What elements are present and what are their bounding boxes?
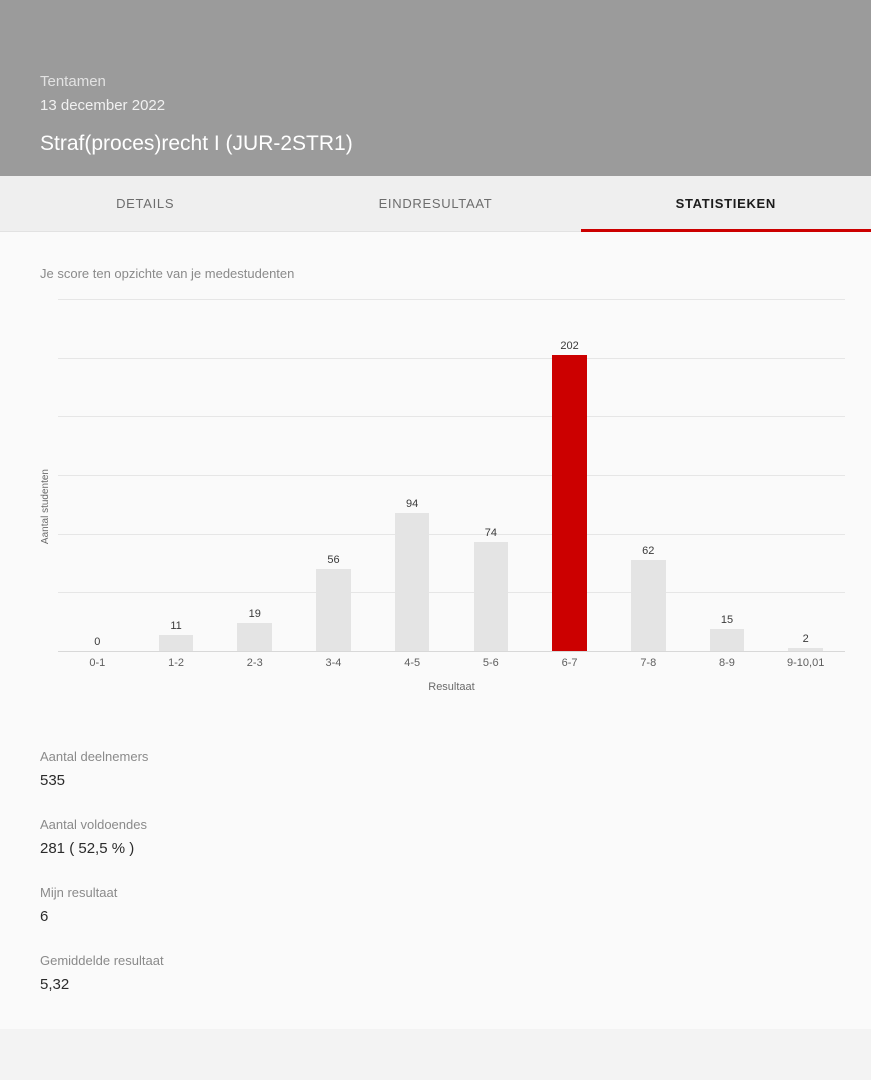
x-tick-label: 5-6 — [482, 657, 499, 669]
stat-label: Mijn resultaat — [40, 885, 118, 900]
bar — [159, 635, 194, 651]
tab-statistieken[interactable]: STATISTIEKEN — [581, 176, 871, 231]
x-tick-label: 0-1 — [89, 657, 106, 669]
bar-column-highlight[interactable] — [530, 299, 609, 651]
bar-value-label: 94 — [406, 498, 419, 510]
bar-value-label: 11 — [170, 620, 182, 632]
x-tick-label: 6-7 — [561, 657, 578, 669]
bar-column[interactable] — [766, 299, 845, 651]
bar — [316, 569, 351, 651]
stat-my-result — [40, 883, 871, 929]
stat-label: Gemiddelde resultaat — [40, 953, 164, 968]
bar-value-label: 56 — [327, 554, 340, 566]
x-tick-label: 7-8 — [640, 657, 657, 669]
bar-value-label: 2 — [802, 633, 809, 645]
bar-value-label: 0 — [94, 636, 101, 648]
bar-value-label: 62 — [642, 545, 655, 557]
chart-x-ticks — [58, 657, 845, 669]
stat-passes — [40, 815, 871, 861]
stat-value: 6 — [40, 908, 49, 925]
bar-value-label: 74 — [484, 527, 497, 539]
exam-header — [0, 0, 871, 176]
x-tick-label: 9-10,01 — [787, 657, 825, 669]
chart-bars — [58, 299, 845, 651]
chart-y-axis-label: Aantal studenten — [40, 469, 51, 545]
bar-column[interactable] — [294, 299, 373, 651]
x-tick-label: 2-3 — [246, 657, 263, 669]
bar-column[interactable] — [137, 299, 216, 651]
x-tick-label: 8-9 — [719, 657, 735, 669]
bar — [710, 629, 745, 651]
stat-average-result — [40, 951, 871, 997]
bar-column[interactable] — [688, 299, 767, 651]
bar-column[interactable] — [215, 299, 294, 651]
bar-column[interactable] — [373, 299, 452, 651]
chart-plot-area — [58, 299, 845, 651]
x-tick-label: 3-4 — [325, 657, 342, 669]
bar — [552, 355, 587, 651]
chart-x-axis-label: Resultaat — [428, 681, 475, 693]
page-title: Straf(proces)recht I (JUR-2STR1) — [40, 132, 353, 155]
stat-label: Aantal voldoendes — [40, 817, 147, 832]
stat-value: 281 ( 52,5 % ) — [40, 840, 135, 857]
stat-label: Aantal deelnemers — [40, 749, 149, 764]
bar-column[interactable] — [452, 299, 531, 651]
tab-details[interactable]: DETAILS — [116, 196, 175, 211]
stat-value: 535 — [40, 772, 66, 789]
chart-caption: Je score ten opzichte van je medestudenten — [40, 266, 295, 281]
x-tick-label: 1-2 — [168, 657, 184, 669]
stat-value: 5,32 — [40, 976, 70, 993]
bar — [474, 542, 509, 651]
footer-strip — [0, 1029, 871, 1080]
bar-value-label: 202 — [560, 340, 579, 352]
bar — [631, 560, 666, 651]
bar — [395, 513, 430, 651]
chart-x-axis-line — [58, 651, 845, 652]
statistics-list — [0, 719, 871, 997]
bar-value-label: 19 — [248, 608, 261, 620]
exam-date-label: 13 december 2022 — [40, 97, 166, 114]
tab-eindresultaat[interactable]: EINDRESULTAAT — [378, 196, 493, 211]
score-histogram — [0, 299, 871, 719]
bar-column[interactable] — [609, 299, 688, 651]
bar-column[interactable] — [58, 299, 137, 651]
exam-type-label: Tentamen — [40, 73, 106, 90]
bar-value-label: 15 — [720, 614, 734, 626]
tab-bar — [0, 176, 871, 232]
statistics-content — [0, 232, 871, 1080]
bar — [237, 623, 272, 651]
x-tick-label: 4-5 — [404, 657, 421, 669]
stat-participants — [40, 747, 871, 793]
